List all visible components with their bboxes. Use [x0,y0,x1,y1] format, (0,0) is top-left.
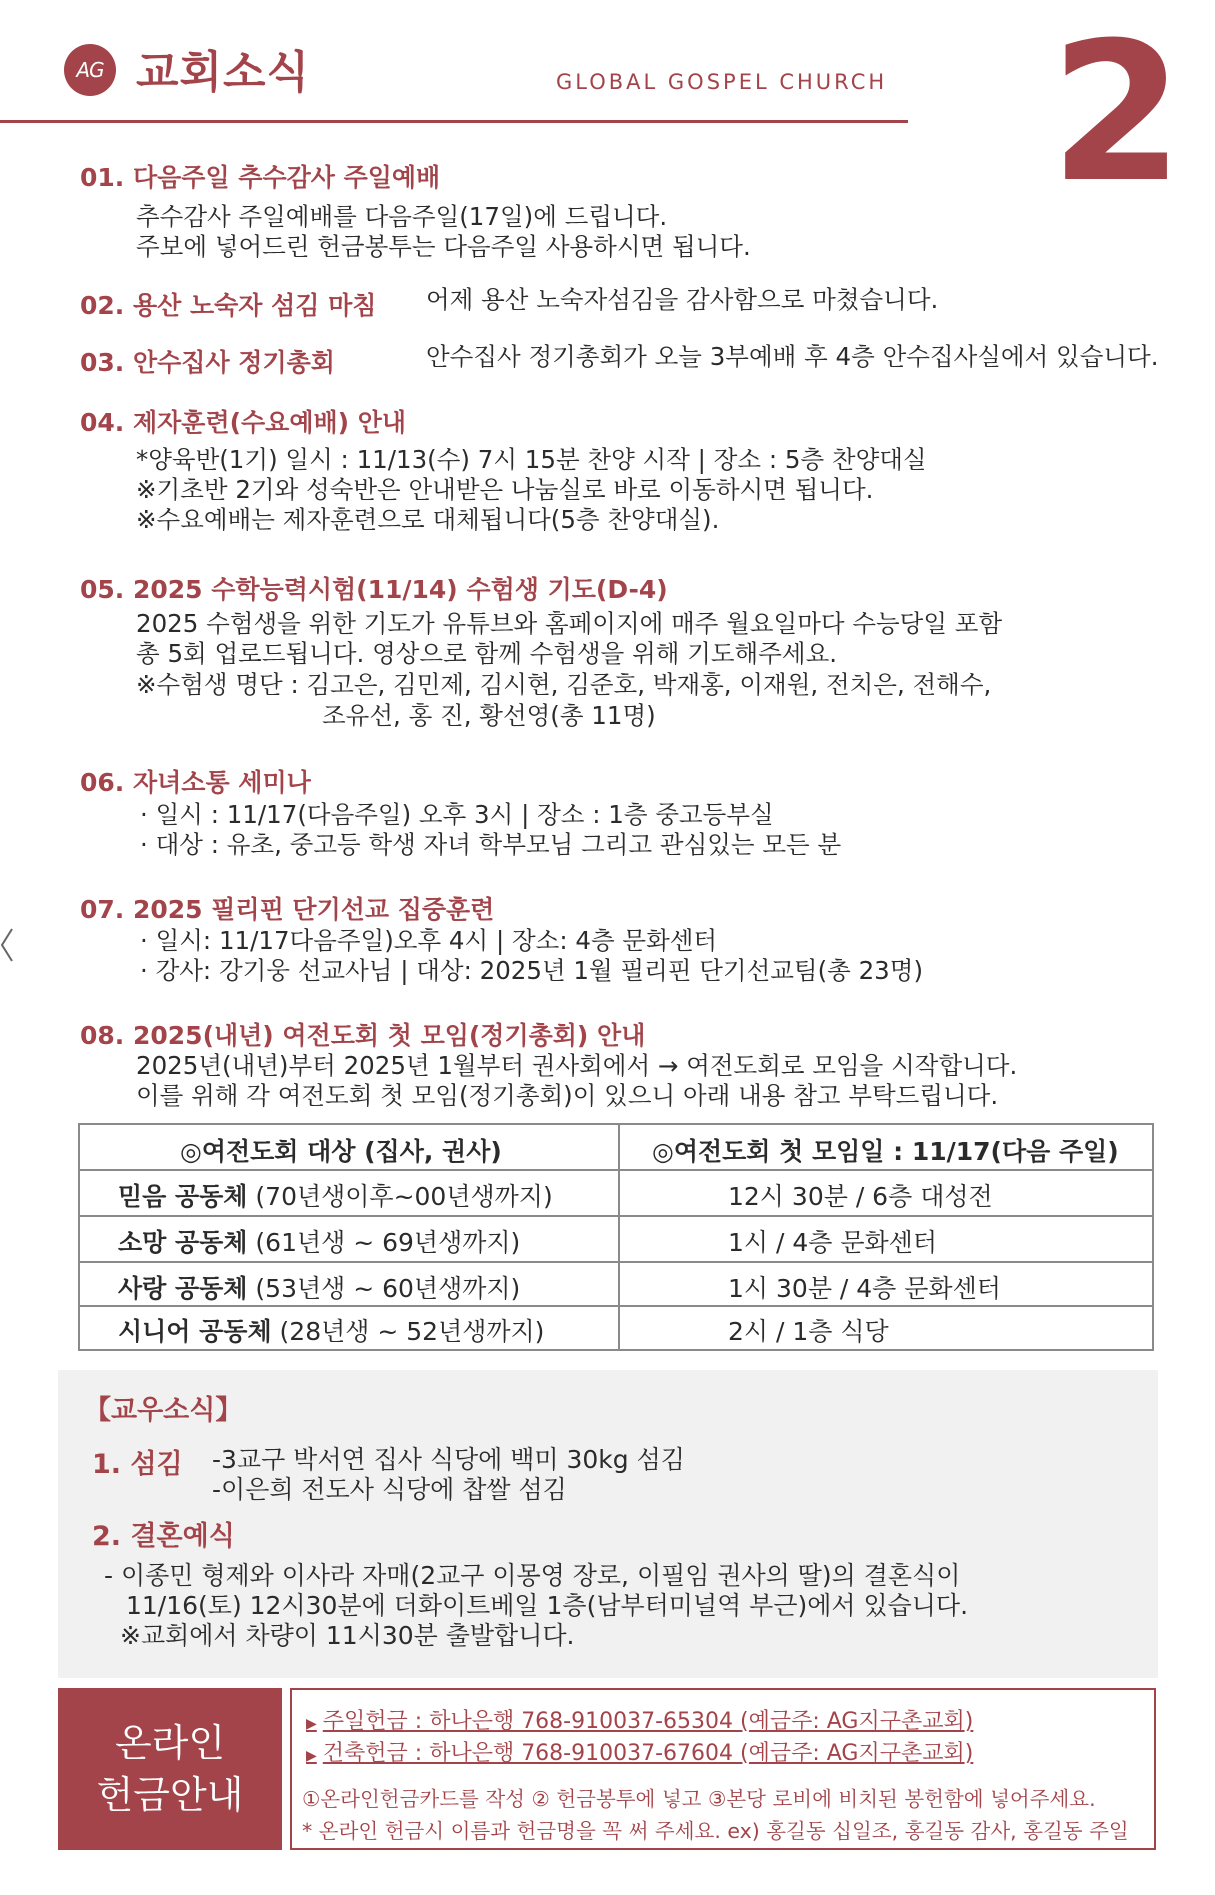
building-offering-account-link[interactable]: ▶ 건축헌금 : 하나은행 768-910037-67604 (예금주: AG지구촌교회) [306,1741,974,1766]
offering-title-line: 헌금안내 [96,1773,244,1817]
table-header: ◎여전도회 대상 (집사, 권사) [180,1137,502,1166]
table-cell-time: 12시 30분 / 6층 대성전 [728,1182,993,1211]
item-06-line: · 대상 : 유초, 중고등 학생 자녀 학부모님 그리고 관심있는 모든 분 [140,830,842,859]
item-07-heading: 07. 2025 필리핀 단기선교 집중훈련 [80,895,495,924]
item-06-heading: 06. 자녀소통 세미나 [80,768,311,797]
page-number: 2 [1050,2,1184,225]
table-header: ◎여전도회 첫 모임일 : 11/17(다음 주일) [652,1137,1119,1166]
offering-instruction: ①온라인헌금카드를 작성 ② 헌금봉투에 넣고 ③본당 로비에 비치된 봉헌함에 넣어주세요. [302,1787,1096,1811]
table-row [80,1169,1152,1215]
table-row [80,1305,1152,1349]
item-04-line: ※수요예배는 제자훈련으로 대체됩니다(5층 찬양대실). [136,505,720,534]
online-offering-title [58,1688,282,1850]
table-cell-time: 2시 / 1층 식당 [728,1317,889,1346]
table-cell-time: 1시 30분 / 4층 문화센터 [728,1274,1001,1303]
table-row [80,1261,1152,1307]
item-03-heading: 03. 안수집사 정기총회 [80,348,335,377]
item-08-line: 이를 위해 각 여전도회 첫 모임(정기총회)이 있으니 아래 내용 참고 부탁드립니다. [136,1081,999,1110]
table-cell-group: 시니어 공동체 (28년생 ~ 52년생까지) [118,1317,545,1346]
table-cell-time: 1시 / 4층 문화센터 [728,1228,937,1257]
table-cell-group: 사랑 공동체 (53년생 ~ 60년생까지) [118,1274,521,1303]
service-heading: 1. 섬김 [92,1449,183,1480]
item-07-line: · 강사: 강기웅 선교사님 | 대상: 2025년 1월 필리핀 단기선교팀(총 23명) [140,956,923,985]
church-name: GLOBAL GOSPEL CHURCH [556,70,888,94]
service-line: -이은희 전도사 식당에 찹쌀 섬김 [212,1475,567,1504]
item-07-line: · 일시: 11/17다음주일)오후 4시 | 장소: 4층 문화센터 [140,926,718,955]
service-line: -3교구 박서연 집사 식당에 백미 30kg 섬김 [212,1445,685,1474]
offering-instruction: * 온라인 헌금시 이름과 헌금명을 꼭 써 주세요. ex) 홍길동 십일조, 홍길동 감사, 홍길동 주일 [302,1819,1129,1843]
item-05-heading: 05. 2025 수학능력시험(11/14) 수험생 기도(D-4) [80,575,668,604]
item-04-heading: 04. 제자훈련(수요예배) 안내 [80,408,407,437]
women-society-table [78,1123,1154,1351]
item-01-heading: 01. 다음주일 추수감사 주일예배 [80,163,441,192]
item-08-line: 2025년(내년)부터 2025년 1월부터 권사회에서 → 여전도회로 모임을 시작합니다. [136,1051,1018,1080]
header-rule [0,120,908,123]
item-04-line: *양육반(1기) 일시 : 11/13(수) 7시 15분 찬양 시작 | 장소 : 5층 찬양대실 [136,445,927,474]
item-01-line: 추수감사 주일예배를 다음주일(17일)에 드립니다. [136,202,668,231]
item-05-line: 총 5회 업로드됩니다. 영상으로 함께 수험생을 위해 기도해주세요. [136,639,838,668]
wedding-line: ※교회에서 차량이 11시30분 출발합니다. [120,1621,575,1650]
chevron-left-icon[interactable] [0,925,14,965]
item-02-heading: 02. 용산 노숙자 섬김 마침 [80,291,377,320]
item-05-line: ※수험생 명단 : 김고은, 김민제, 김시현, 김준호, 박재홍, 이재원, 전치은, 전해수, [136,670,992,699]
sunday-offering-account-link[interactable]: ▶ 주일헌금 : 하나은행 768-910037-65304 (예금주: AG지구촌교회) [306,1709,974,1734]
item-01-line: 주보에 넣어드린 헌금봉투는 다음주일 사용하시면 됩니다. [136,232,751,261]
item-05-line: 2025 수험생을 위한 기도가 유튜브와 홈페이지에 매주 월요일마다 수능당일 포함 [136,609,1003,638]
item-04-line: ※기초반 2기와 성숙반은 안내받은 나눔실로 바로 이동하시면 됩니다. [136,475,874,504]
member-news-title: 【교우소식】 [84,1395,243,1426]
item-06-line: · 일시 : 11/17(다음주일) 오후 3시 | 장소 : 1층 중고등부실 [140,800,774,829]
member-news-panel [58,1370,1158,1678]
wedding-heading: 2. 결혼예식 [92,1521,235,1552]
play-arrow-icon: ▶ [306,1748,317,1764]
page-title: 교회소식 [136,47,311,98]
item-05-line: 조유선, 홍 진, 황선영(총 11명) [322,701,656,730]
play-arrow-icon: ▶ [306,1716,317,1732]
table-cell-group: 소망 공동체 (61년생 ~ 69년생까지) [118,1228,521,1257]
offering-info-box [290,1688,1156,1850]
wedding-line: - 이종민 형제와 이사라 자매(2교구 이몽영 장로, 이필임 권사의 딸)의 결혼식이 [104,1561,961,1590]
item-03-text: 안수집사 정기총회가 오늘 3부예배 후 4층 안수집사실에서 있습니다. [426,342,1159,371]
table-cell-group: 믿음 공동체 (70년생이후~00년생까지) [118,1182,553,1211]
table-row [80,1215,1152,1261]
wedding-line: 11/16(토) 12시30분에 더화이트베일 1층(남부터미널역 부근)에서 있습니다. [126,1591,969,1620]
item-08-heading: 08. 2025(내년) 여전도회 첫 모임(정기총회) 안내 [80,1021,646,1050]
offering-title-line: 온라인 [114,1721,226,1765]
item-02-text: 어제 용산 노숙자섬김을 감사함으로 마쳤습니다. [426,285,939,314]
church-logo: AG [64,44,116,96]
